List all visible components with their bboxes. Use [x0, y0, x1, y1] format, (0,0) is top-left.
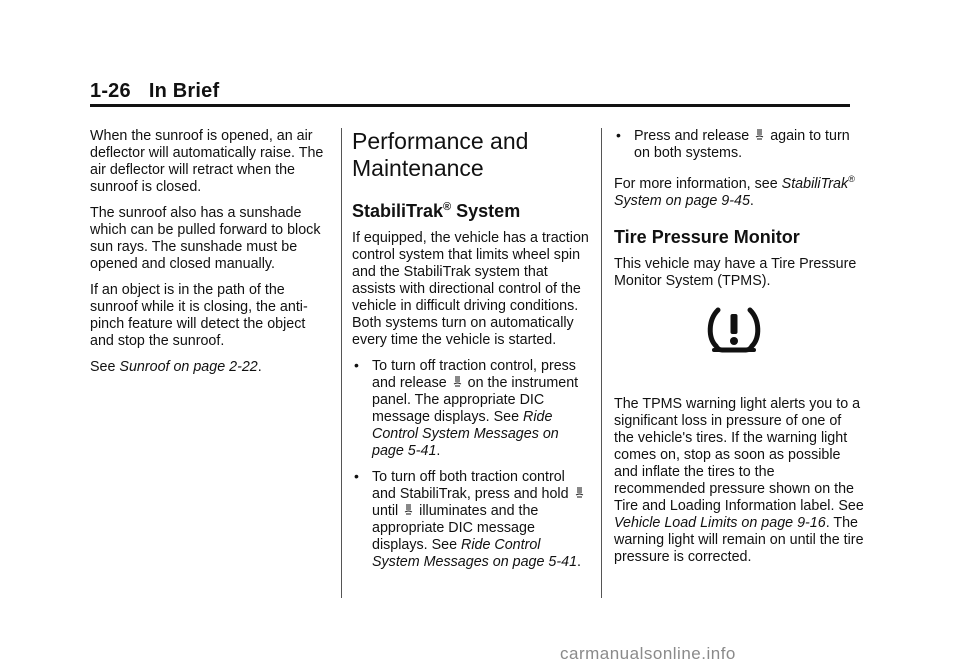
text: .	[577, 554, 582, 570]
text: StabiliTrak	[352, 201, 444, 221]
text: System	[451, 201, 521, 221]
tpms-warning-icon	[706, 304, 762, 356]
column-2	[352, 128, 590, 580]
list-item	[352, 469, 590, 571]
see-reference	[614, 171, 864, 210]
page-number: 1-26	[90, 80, 131, 102]
column-divider	[601, 128, 602, 598]
text: System on page 9-45	[614, 192, 750, 209]
traction-control-icon	[575, 487, 584, 499]
cross-reference-link[interactable]: Sunroof on page 2-22	[119, 359, 258, 375]
paragraph	[614, 396, 864, 566]
column-3	[614, 128, 864, 575]
registered-mark: ®	[848, 174, 855, 184]
column-1	[90, 128, 330, 385]
traction-control-icon	[404, 504, 413, 516]
tpms-figure	[614, 304, 864, 396]
text: To turn off traction control, press and release	[372, 358, 576, 391]
list-item	[614, 128, 864, 162]
cross-reference-link[interactable]: Ride Control System Messages on page 5-41	[372, 409, 559, 459]
list-item	[352, 358, 590, 460]
traction-control-icon	[755, 129, 764, 141]
chapter-title: In Brief	[148, 80, 220, 102]
subsection-title	[352, 196, 590, 222]
page-title	[90, 80, 850, 103]
bullet-icon: •	[354, 468, 359, 484]
text: StabiliTrak	[781, 175, 849, 192]
text: . The warning light will remain on until the tire pressure is corrected.	[614, 514, 864, 565]
text: To turn off both traction control and StabiliTrak, press and hold	[372, 469, 573, 502]
paragraph: If equipped, the vehicle has a traction control system that limits wheel spin and the StabiliTrak system that assists with directional control of the vehicle in difficult driving conditions. Both systems turn on automatically every time the vehicle is started.	[352, 230, 589, 348]
page-header	[90, 80, 850, 114]
cross-reference-link[interactable]: Vehicle Load Limits on page 9-16	[614, 514, 826, 531]
cross-reference-link[interactable]: Ride Control System Messages on page 5-41	[372, 537, 578, 570]
text: again to turn on both systems.	[634, 128, 850, 161]
paragraph: If an object is in the path of the sunroof while it is closing, the anti-pinch feature will detect the object and stop the sunroof.	[90, 282, 308, 349]
text: illuminates and the appropriate DIC message displays. See	[372, 503, 539, 553]
see-reference	[90, 359, 330, 376]
text: Press and release	[634, 128, 754, 144]
text: .	[257, 359, 262, 375]
subsection-title: Tire Pressure Monitor	[614, 226, 800, 247]
watermark: carmanualsonline.info	[560, 644, 736, 663]
bullet-icon: •	[616, 127, 621, 143]
section-title: Performance and Maintenance	[352, 128, 529, 181]
text: until	[372, 503, 403, 519]
text: For more information, see	[614, 175, 782, 192]
text: See	[90, 359, 120, 375]
bullet-icon: •	[354, 357, 359, 373]
text: .	[436, 443, 441, 459]
paragraph: This vehicle may have a Tire Pressure Monitor System (TPMS).	[614, 255, 857, 289]
traction-control-icon	[453, 376, 462, 388]
column-divider	[341, 128, 342, 598]
text: on the instrument panel. The appropriate DIC message displays. See	[372, 375, 579, 425]
registered-mark: ®	[443, 201, 452, 213]
paragraph: When the sunroof is opened, an air deflector will automatically raise. The air deflector will retract when the sunroof is closed.	[90, 128, 324, 195]
header-rule	[90, 104, 850, 107]
text: The TPMS warning light alerts you to a significant loss in pressure of one of the vehicle's tires. If the warning light comes on, stop as soon as possible and inflate the tires to the recommended pressure shown on the Tire and Loading Information label. See	[614, 395, 864, 514]
text: .	[749, 192, 754, 209]
paragraph: The sunroof also has a sunshade which can be pulled forward to block sun rays. The sunshade must be opened and closed manually.	[90, 205, 321, 272]
